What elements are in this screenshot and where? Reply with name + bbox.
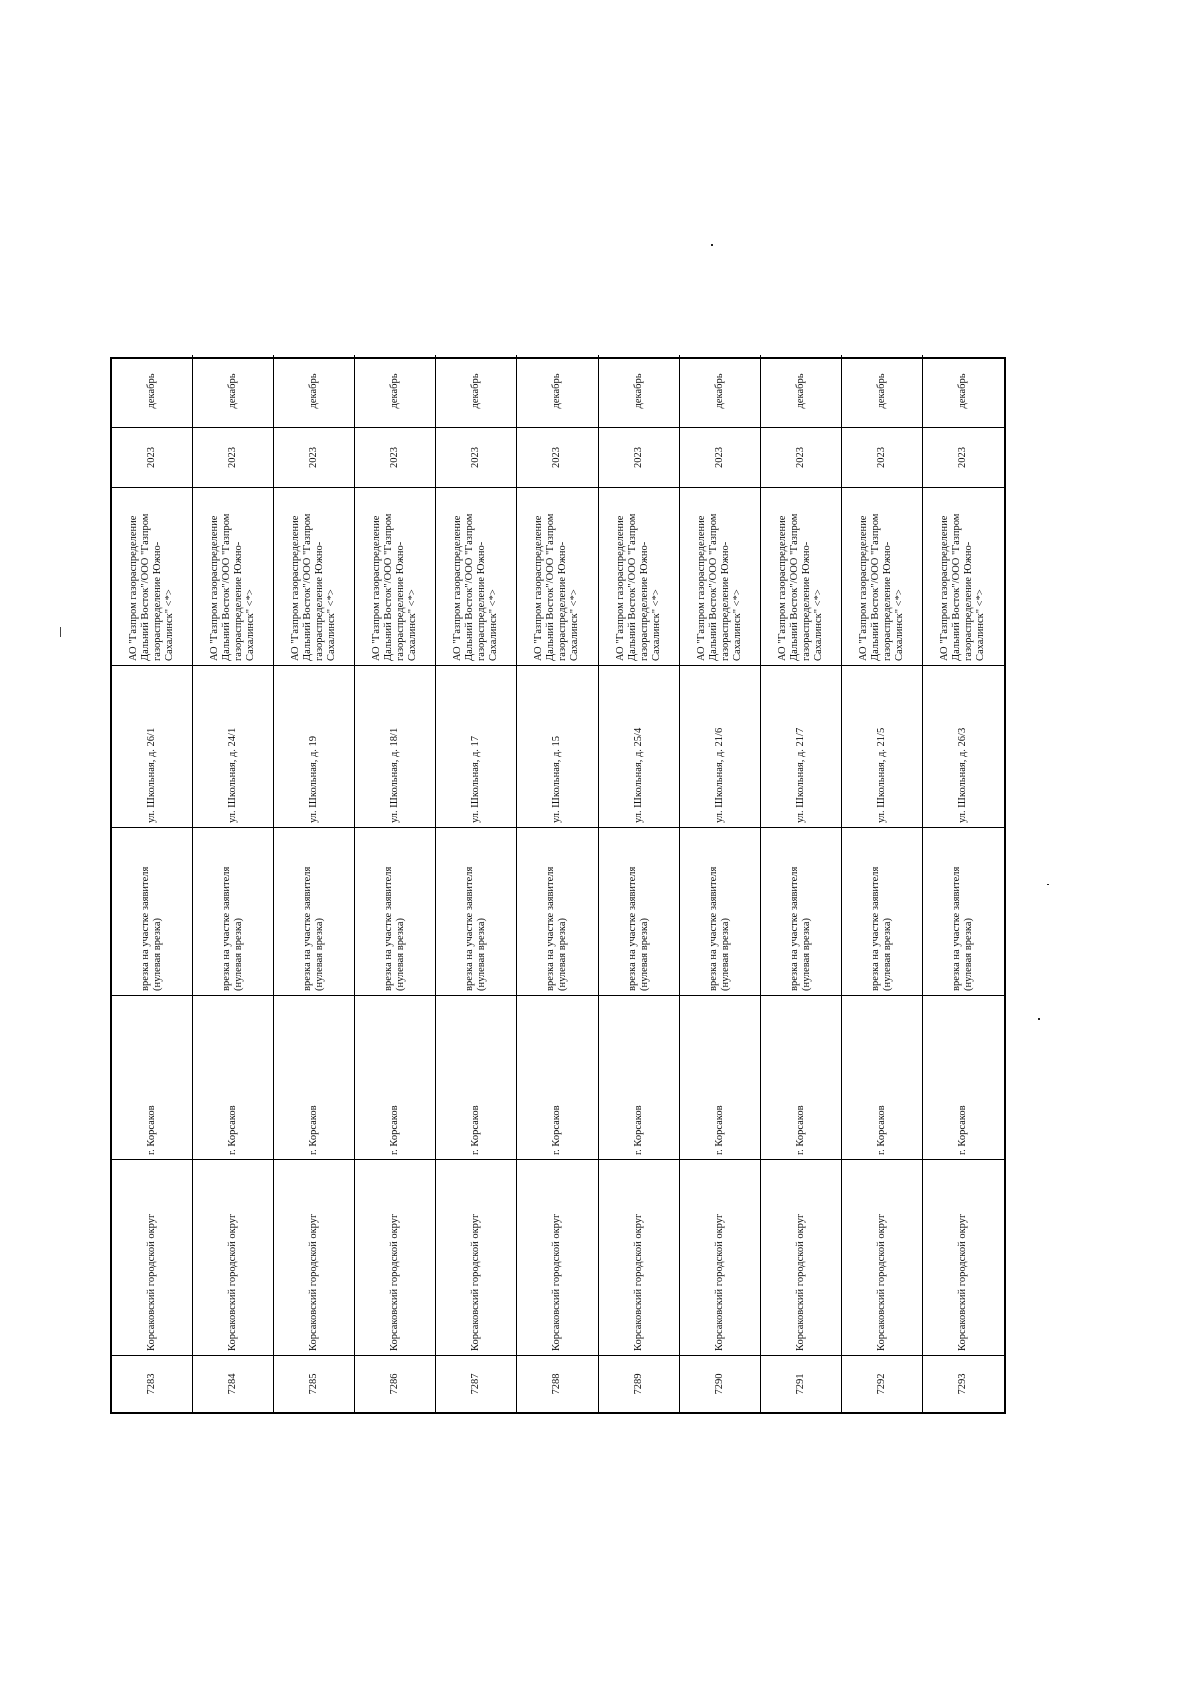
settlement-cell: г. Корсаков [680,995,760,1159]
month-cell: декабрь [227,373,239,409]
table-row [112,355,193,1412]
record-number: 7287 [436,1355,516,1412]
work-type-cell: врезка на участке заявителя (нулевая врезка) [680,827,760,995]
document-table-container [110,357,1006,1414]
work-type-cell: врезка на участке заявителя (нулевая врезка) [923,827,1004,995]
municipality-cell: Корсаковский городской округ [923,1159,1004,1355]
record-number: 7286 [355,1355,435,1412]
year-cell: 2023 [436,427,516,487]
table-row [842,355,923,1412]
municipality-cell: Корсаковский городской округ [761,1159,841,1355]
municipality-cell: Корсаковский городской округ [193,1159,273,1355]
month-cell: декабрь [470,373,482,409]
record-number: 7291 [761,1355,841,1412]
organization-cell: АО "Газпром газораспределение Дальний Восток"/ООО "Газпром газораспределение Южно-Сахалинск" <*> [193,487,273,665]
settlement-cell: г. Корсаков [112,995,192,1159]
work-type-cell: врезка на участке заявителя (нулевая врезка) [355,827,435,995]
work-type-cell: врезка на участке заявителя (нулевая врезка) [761,827,841,995]
table-row [436,355,517,1412]
municipality-cell: Корсаковский городской округ [436,1159,516,1355]
municipality-cell: Корсаковский городской округ [680,1159,760,1355]
year-cell: 2023 [842,427,922,487]
year-cell: 2023 [355,427,435,487]
record-number: 7290 [680,1355,760,1412]
month-cell: декабрь [875,373,887,409]
month-cell: декабрь [794,373,806,409]
organization-cell: АО "Газпром газораспределение Дальний Восток"/ООО "Газпром газораспределение Южно-Сахалинск" <*> [112,487,192,665]
settlement-cell: г. Корсаков [599,995,679,1159]
record-number: 7283 [112,1355,192,1412]
settlement-cell: г. Корсаков [923,995,1004,1159]
table-row [923,355,1004,1412]
settlement-cell: г. Корсаков [193,995,273,1159]
month-cell: декабрь [146,373,158,409]
municipality-cell: Корсаковский городской округ [599,1159,679,1355]
month-cell: декабрь [632,373,644,409]
table-row [761,355,842,1412]
table-row [274,355,355,1412]
settlement-cell: г. Корсаков [842,995,922,1159]
municipality-cell: Корсаковский городской округ [355,1159,435,1355]
municipality-cell: Корсаковский городской округ [842,1159,922,1355]
month-cell: декабрь [713,373,725,409]
year-cell: 2023 [599,427,679,487]
year-cell: 2023 [761,427,841,487]
scan-speck [1047,884,1049,885]
work-type-cell: врезка на участке заявителя (нулевая врезка) [436,827,516,995]
organization-cell: АО "Газпром газораспределение Дальний Восток"/ООО "Газпром газораспределение Южно-Сахалинск" <*> [761,487,841,665]
record-number: 7288 [517,1355,597,1412]
municipality-cell: Корсаковский городской округ [274,1159,354,1355]
address-cell: ул. Школьная, д. 21/7 [761,665,841,827]
organization-cell: АО "Газпром газораспределение Дальний Восток"/ООО "Газпром газораспределение Южно-Сахалинск" <*> [842,487,922,665]
address-cell: ул. Школьная, д. 19 [274,665,354,827]
address-cell: ул. Школьная, д. 18/1 [355,665,435,827]
work-type-cell: врезка на участке заявителя (нулевая врезка) [193,827,273,995]
table-row [680,355,761,1412]
address-cell: ул. Школьная, д. 24/1 [193,665,273,827]
year-cell: 2023 [112,427,192,487]
address-cell: ул. Школьная, д. 25/4 [599,665,679,827]
scan-speck [711,244,713,246]
scan-edge-mark [60,627,61,637]
month-cell: декабрь [551,373,563,409]
record-number: 7285 [274,1355,354,1412]
address-cell: ул. Школьная, д. 26/3 [923,665,1004,827]
record-number: 7284 [193,1355,273,1412]
gas-connection-table [110,357,1006,1414]
work-type-cell: врезка на участке заявителя (нулевая врезка) [274,827,354,995]
address-cell: ул. Школьная, д. 21/5 [842,665,922,827]
record-number: 7289 [599,1355,679,1412]
settlement-cell: г. Корсаков [355,995,435,1159]
table-row [355,355,436,1412]
table-row [517,355,598,1412]
settlement-cell: г. Корсаков [274,995,354,1159]
work-type-cell: врезка на участке заявителя (нулевая врезка) [112,827,192,995]
table-row [599,355,680,1412]
address-cell: ул. Школьная, д. 21/6 [680,665,760,827]
year-cell: 2023 [193,427,273,487]
scan-speck [1038,1018,1040,1020]
organization-cell: АО "Газпром газораспределение Дальний Восток"/ООО "Газпром газораспределение Южно-Сахалинск" <*> [599,487,679,665]
organization-cell: АО "Газпром газораспределение Дальний Восток"/ООО "Газпром газораспределение Южно-Сахалинск" <*> [680,487,760,665]
municipality-cell: Корсаковский городской округ [517,1159,597,1355]
organization-cell: АО "Газпром газораспределение Дальний Восток"/ООО "Газпром газораспределение Южно-Сахалинск" <*> [436,487,516,665]
record-number: 7292 [842,1355,922,1412]
year-cell: 2023 [923,427,1004,487]
address-cell: ул. Школьная, д. 26/1 [112,665,192,827]
work-type-cell: врезка на участке заявителя (нулевая врезка) [842,827,922,995]
work-type-cell: врезка на участке заявителя (нулевая врезка) [517,827,597,995]
address-cell: ул. Школьная, д. 17 [436,665,516,827]
settlement-cell: г. Корсаков [517,995,597,1159]
address-cell: ул. Школьная, д. 15 [517,665,597,827]
organization-cell: АО "Газпром газораспределение Дальний Восток"/ООО "Газпром газораспределение Южно-Сахалинск" <*> [517,487,597,665]
year-cell: 2023 [680,427,760,487]
table-row [193,355,274,1412]
municipality-cell: Корсаковский городской округ [112,1159,192,1355]
organization-cell: АО "Газпром газораспределение Дальний Восток"/ООО "Газпром газораспределение Южно-Сахалинск" <*> [355,487,435,665]
organization-cell: АО "Газпром газораспределение Дальний Восток"/ООО "Газпром газораспределение Южно-Сахалинск" <*> [274,487,354,665]
year-cell: 2023 [517,427,597,487]
record-number: 7293 [923,1355,1004,1412]
month-cell: декабрь [308,373,320,409]
settlement-cell: г. Корсаков [436,995,516,1159]
work-type-cell: врезка на участке заявителя (нулевая врезка) [599,827,679,995]
settlement-cell: г. Корсаков [761,995,841,1159]
organization-cell: АО "Газпром газораспределение Дальний Восток"/ООО "Газпром газораспределение Южно-Сахалинск" <*> [923,487,1004,665]
month-cell: декабрь [957,373,969,409]
year-cell: 2023 [274,427,354,487]
month-cell: декабрь [389,373,401,409]
